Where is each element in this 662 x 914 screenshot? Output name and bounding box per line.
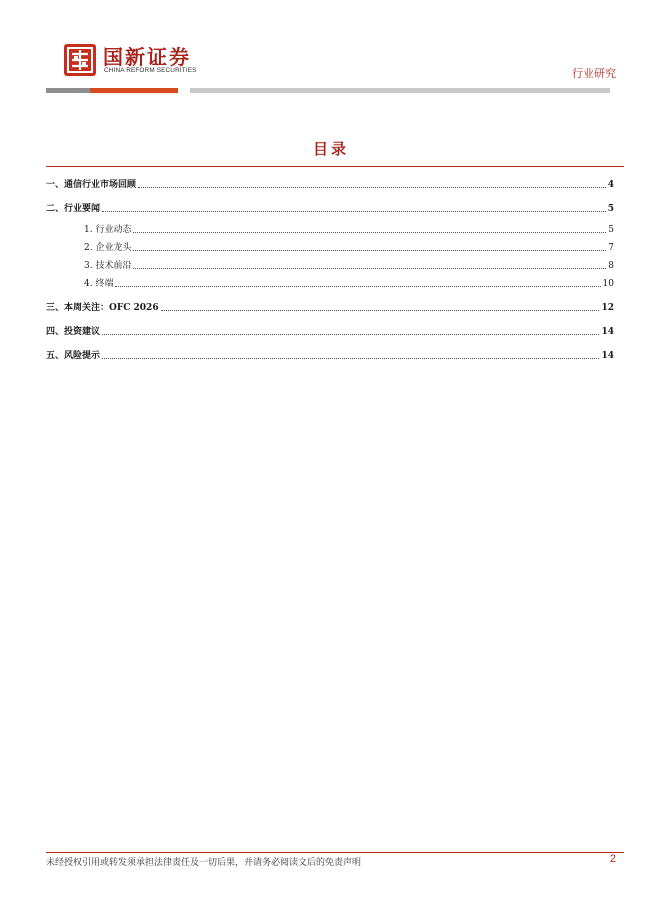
toc-entry-label: 3. 技术前沿 <box>84 261 132 271</box>
toc-leader-dots <box>133 268 606 269</box>
toc-leader-dots <box>133 232 606 233</box>
toc-entry-label: 2. 企业龙头 <box>84 243 132 253</box>
toc-entry-page: 7 <box>608 243 614 253</box>
footer-divider <box>46 852 624 853</box>
toc-entry[interactable] <box>84 240 614 254</box>
toc-entry-page: 14 <box>601 327 614 337</box>
header-bar-gray <box>46 88 90 93</box>
toc-entry-page: 12 <box>601 303 614 313</box>
header-bar-light <box>190 88 610 93</box>
china-reform-securities-logo <box>64 44 96 76</box>
brand-name-en: CHINA REFORM SECURITIES <box>104 67 197 74</box>
toc-leader-dots <box>102 334 599 335</box>
toc-entry-label: 二、行业要闻 <box>46 204 101 214</box>
toc-entry[interactable] <box>84 258 614 272</box>
footer-disclaimer: 未经授权引用或转发须承担法律责任及一切后果，并请务必阅读文后的免责声明 <box>46 858 362 868</box>
page-number: 2 <box>609 853 616 865</box>
toc-entry[interactable] <box>46 324 614 338</box>
toc-entry-label: 四、投资建议 <box>46 327 101 337</box>
toc-entry[interactable] <box>46 348 614 362</box>
page-header <box>0 0 662 100</box>
toc-entry[interactable] <box>46 201 614 215</box>
report-category: 行业研究 <box>572 67 616 80</box>
toc-leader-dots <box>102 211 606 212</box>
toc-leader-dots <box>115 286 600 287</box>
header-bar-accent <box>90 88 178 93</box>
toc-entry-label: 三、本周关注：OFC 2026 <box>46 303 159 313</box>
toc-divider <box>46 166 624 167</box>
toc-leader-dots <box>138 187 606 188</box>
toc-entry[interactable] <box>84 276 614 290</box>
toc-entry-page: 5 <box>608 225 614 235</box>
toc-entry-page: 10 <box>602 279 614 289</box>
toc-entry[interactable] <box>46 300 614 314</box>
toc-entry-page: 5 <box>607 204 614 214</box>
toc-leader-dots <box>133 250 606 251</box>
toc-entry-page: 4 <box>607 180 614 190</box>
toc-entry-page: 8 <box>608 261 614 271</box>
toc-entry-label: 1. 行业动态 <box>84 225 132 235</box>
toc-entry-page: 14 <box>601 351 614 361</box>
brand-name: 国新证券 <box>103 45 191 69</box>
toc-entry-label: 五、风险提示 <box>46 351 101 361</box>
toc-entry-label: 一、通信行业市场回顾 <box>46 180 137 190</box>
toc-entry[interactable] <box>46 177 614 191</box>
toc-entry[interactable] <box>84 222 614 236</box>
toc-leader-dots <box>102 358 599 359</box>
toc-title: 目录 <box>312 140 349 158</box>
toc-entry-label: 4. 终端 <box>84 279 114 289</box>
toc-leader-dots <box>161 310 600 311</box>
